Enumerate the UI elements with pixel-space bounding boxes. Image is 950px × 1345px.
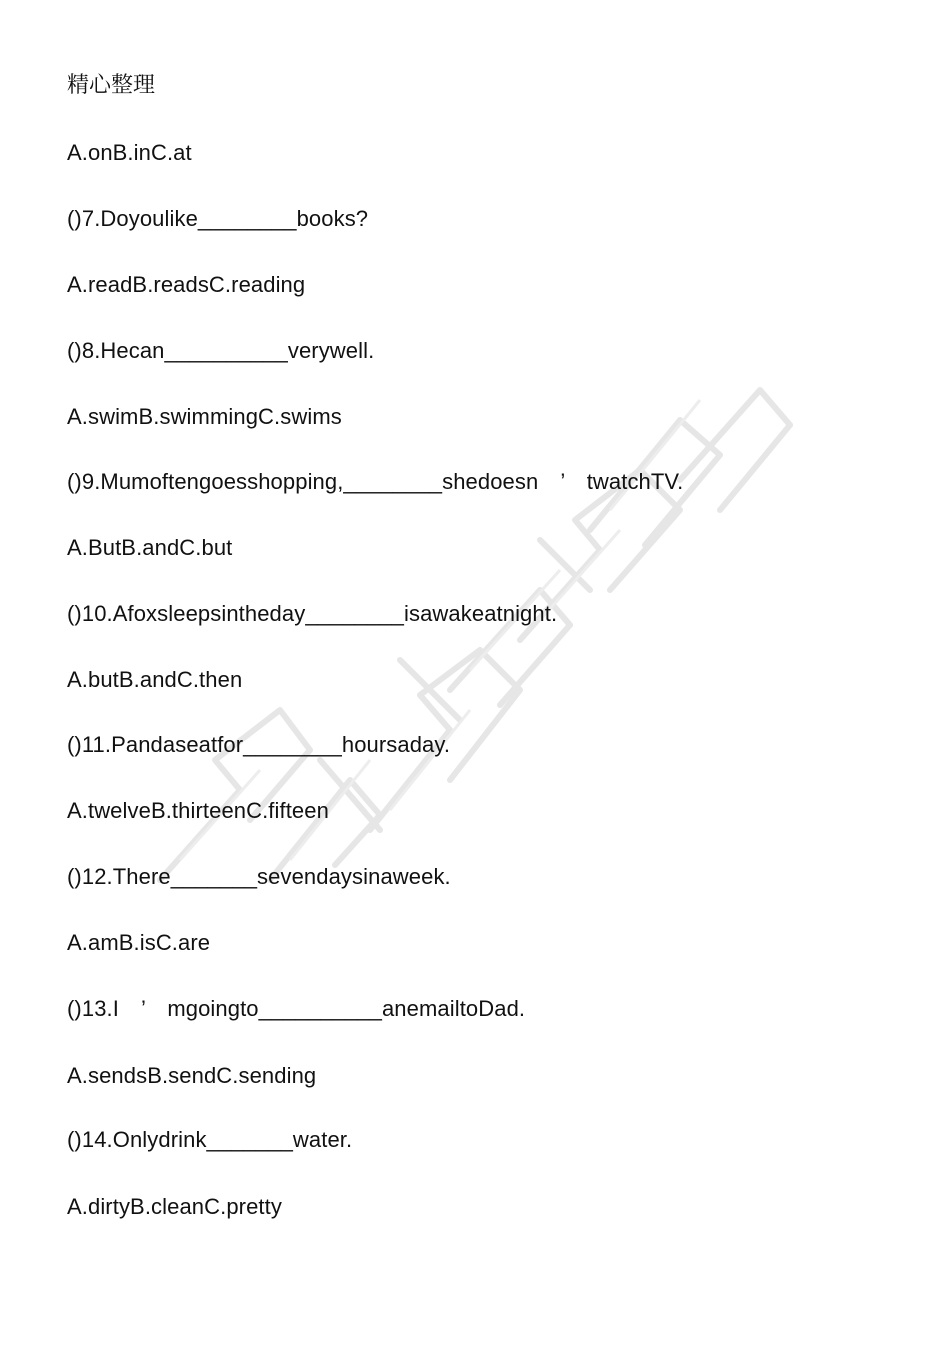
question-9: ()9.Mumoftengoesshopping,________shedoesn ’ twatchTV.: [67, 469, 684, 494]
answer-options-q10: A.butB.andC.then: [67, 667, 243, 692]
question-7: ()7.Doyoulike________books?: [67, 206, 369, 231]
question-11: ()11.Pandaseatfor________hoursaday.: [67, 732, 451, 757]
question-10: ()10.Afoxsleepsintheday________isawakeatnight.: [67, 601, 558, 626]
question-8: ()8.Hecan__________verywell.: [67, 338, 375, 363]
watermark-logo: [120, 360, 820, 920]
question-12: ()12.There_______sevendaysinaweek.: [67, 864, 451, 889]
question-13: ()13.I ’ mgoingto__________anemailtoDad.: [67, 996, 526, 1021]
answer-options-q6: A.onB.inC.at: [67, 140, 192, 165]
answer-options-q7: A.readB.readsC.reading: [67, 272, 306, 297]
answer-options-q14: A.dirtyB.cleanC.pretty: [67, 1194, 282, 1219]
answer-options-q11: A.twelveB.thirteenC.fifteen: [67, 798, 329, 823]
question-14: ()14.Onlydrink_______water.: [67, 1127, 353, 1152]
answer-options-q13: A.sendsB.sendC.sending: [67, 1063, 317, 1088]
answer-options-q12: A.amB.isC.are: [67, 930, 211, 955]
answer-options-q8: A.swimB.swimmingC.swims: [67, 404, 342, 429]
page-header: 精心整理: [67, 73, 156, 98]
answer-options-q9: A.ButB.andC.but: [67, 535, 233, 560]
